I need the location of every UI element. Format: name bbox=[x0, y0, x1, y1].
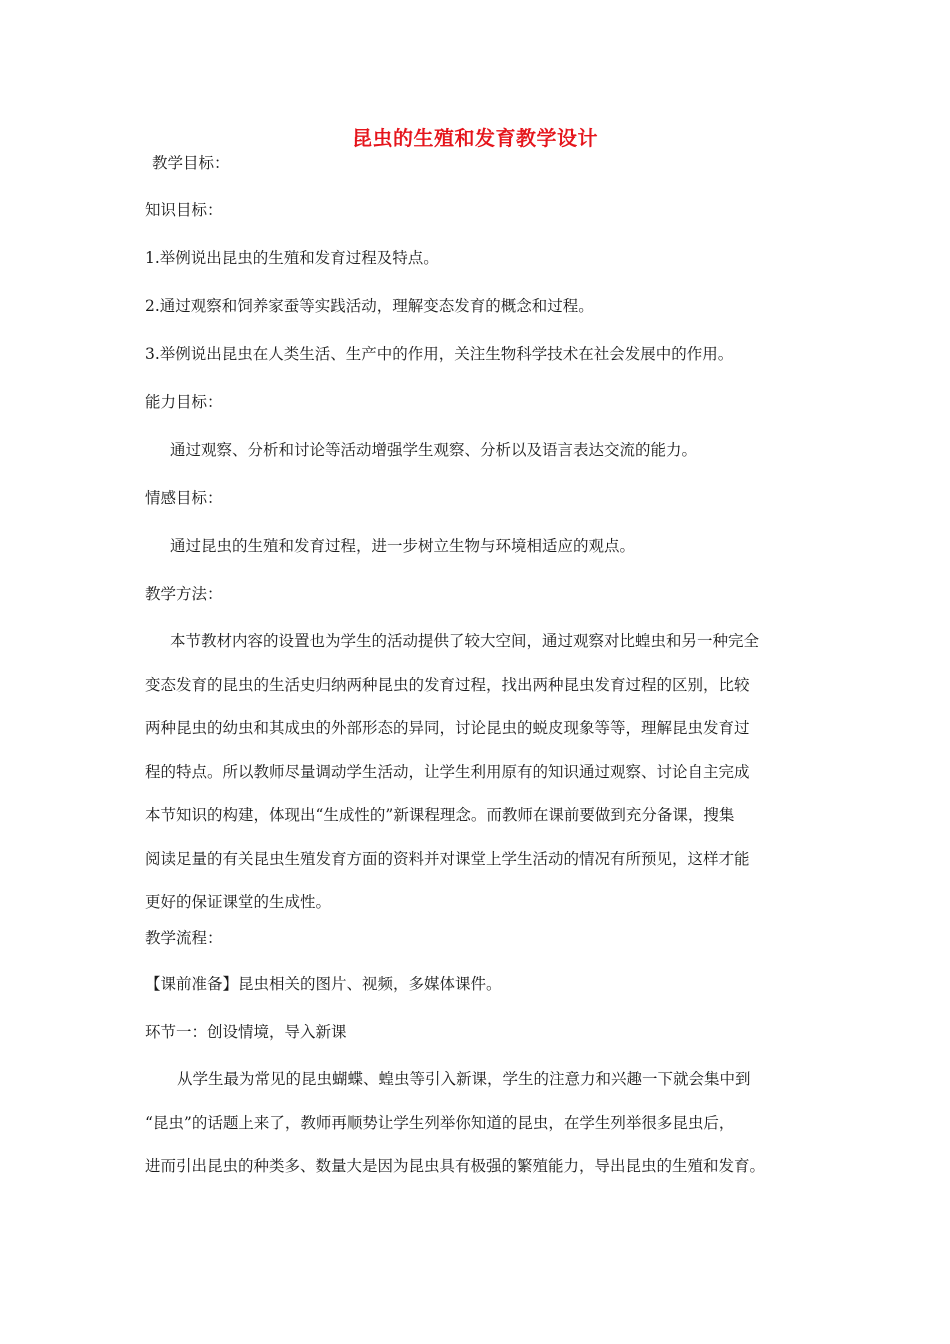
knowledge-item: 1.举例说出昆虫的生殖和发育过程及特点。 bbox=[145, 249, 439, 267]
methods-line: 变态发育的昆虫的生活史归纳两种昆虫的发育过程，找出两种昆虫发育过程的区别，比较 bbox=[145, 675, 750, 694]
heading-knowledge-goals: 知识目标： bbox=[145, 201, 223, 219]
methods-line: 阅读足量的有关昆虫生殖发育方面的资料并对课堂上学生活动的情况有所预见，这样才能 bbox=[145, 849, 750, 868]
methods-paragraph bbox=[145, 620, 825, 925]
knowledge-item: 3.举例说出昆虫在人类生活、生产中的作用，关注生物科学技术在社会发展中的作用。 bbox=[145, 345, 734, 363]
step1-heading: 环节一：创设情境，导入新课 bbox=[145, 1023, 347, 1041]
document-title: 昆虫的生殖和发育教学设计 bbox=[352, 126, 598, 150]
step1-line: 从学生最为常见的昆虫蝴蝶、蝗虫等引入新课，学生的注意力和兴趣一下就会集中到 bbox=[177, 1070, 751, 1088]
emotion-text: 通过昆虫的生殖和发育过程，进一步树立生物与环境相适应的观点。 bbox=[170, 537, 636, 555]
step1-line: 进而引出昆虫的种类多、数量大是因为昆虫具有极强的繁殖能力，导出昆虫的生殖和发育。 bbox=[145, 1157, 766, 1175]
prep-text: 【课前准备】昆虫相关的图片、视频，多媒体课件。 bbox=[145, 975, 502, 993]
heading-ability-goals: 能力目标： bbox=[145, 393, 223, 411]
methods-line: 本节教材内容的设置也为学生的活动提供了较大空间，通过观察对比蝗虫和另一种完全 bbox=[170, 632, 760, 650]
methods-line: 更好的保证课堂的生成性。 bbox=[145, 893, 332, 911]
step1-paragraph bbox=[145, 1058, 825, 1189]
knowledge-item: 2.通过观察和饲养家蚕等实践活动，理解变态发育的概念和过程。 bbox=[145, 297, 594, 315]
heading-process: 教学流程： bbox=[145, 929, 223, 947]
heading-teaching-goals: 教学目标： bbox=[152, 154, 230, 172]
methods-line: 两种昆虫的幼虫和其成虫的外部形态的异同，讨论昆虫的蜕皮现象等等，理解昆虫发育过 bbox=[145, 719, 750, 737]
heading-emotion-goals: 情感目标： bbox=[145, 489, 223, 507]
ability-text: 通过观察、分析和讨论等活动增强学生观察、分析以及语言表达交流的能力。 bbox=[170, 441, 698, 459]
step1-line: “昆虫”的话题上来了，教师再顺势让学生列举你知道的昆虫，在学生列举很多昆虫后， bbox=[145, 1113, 735, 1132]
methods-line: 本节知识的构建，体现出“生成性的”新课程理念。而教师在课前要做到充分备课，搜集 bbox=[145, 806, 735, 824]
methods-line: 程的特点。所以教师尽量调动学生活动，让学生利用原有的知识通过观察、讨论自主完成 bbox=[145, 762, 750, 781]
heading-methods: 教学方法： bbox=[145, 585, 223, 603]
